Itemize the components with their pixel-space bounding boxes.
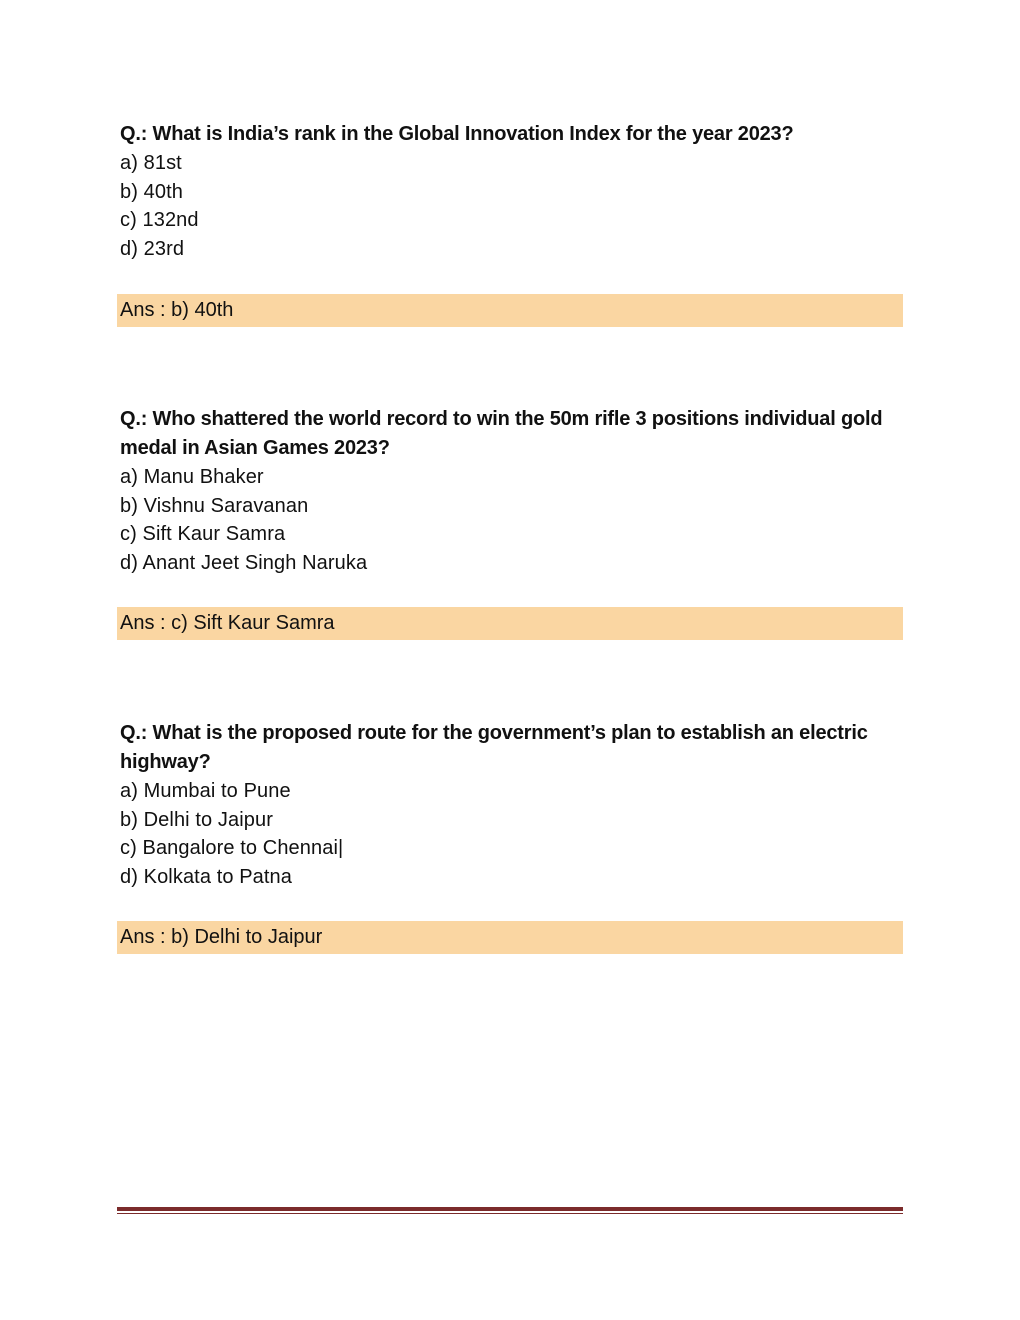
option-d: d) 23rd [120,237,185,260]
answer-highlight-3: Ans : b) Delhi to Jaipur [117,921,903,954]
option-a: a) 81st [120,152,182,174]
option-d: d) Anant Jeet Singh Naruka [120,551,368,574]
question-block-1 [120,120,910,263]
question-block-2 [120,405,910,577]
option-c: c) Bangalore to Chennai| [120,837,344,859]
option-c: c) 132nd [120,209,199,231]
question-text: Q.: What is the proposed route for the government’s plan to establish an electric highway? [120,722,868,773]
answer-highlight-1: Ans : b) 40th [117,294,903,327]
option-a: a) Manu Bhaker [120,466,264,488]
footer-rule-thin [117,1213,903,1214]
question-text: Q.: Who shattered the world record to win the 50m rifle 3 positions individual gold medal in Asian Games 2023? [120,408,883,459]
option-b: b) 40th [120,180,183,203]
option-b: b) Delhi to Jaipur [120,808,273,831]
footer-rule [117,1207,903,1211]
option-a: a) Mumbai to Pune [120,780,291,802]
option-c: c) Sift Kaur Samra [120,523,286,545]
question-text: Q.: What is India’s rank in the Global Innovation Index for the year 2023? [120,123,794,145]
question-block-3 [120,719,910,891]
answer-highlight-2: Ans : c) Sift Kaur Samra [117,607,903,640]
option-b: b) Vishnu Saravanan [120,494,309,517]
option-d: d) Kolkata to Patna [120,865,293,888]
